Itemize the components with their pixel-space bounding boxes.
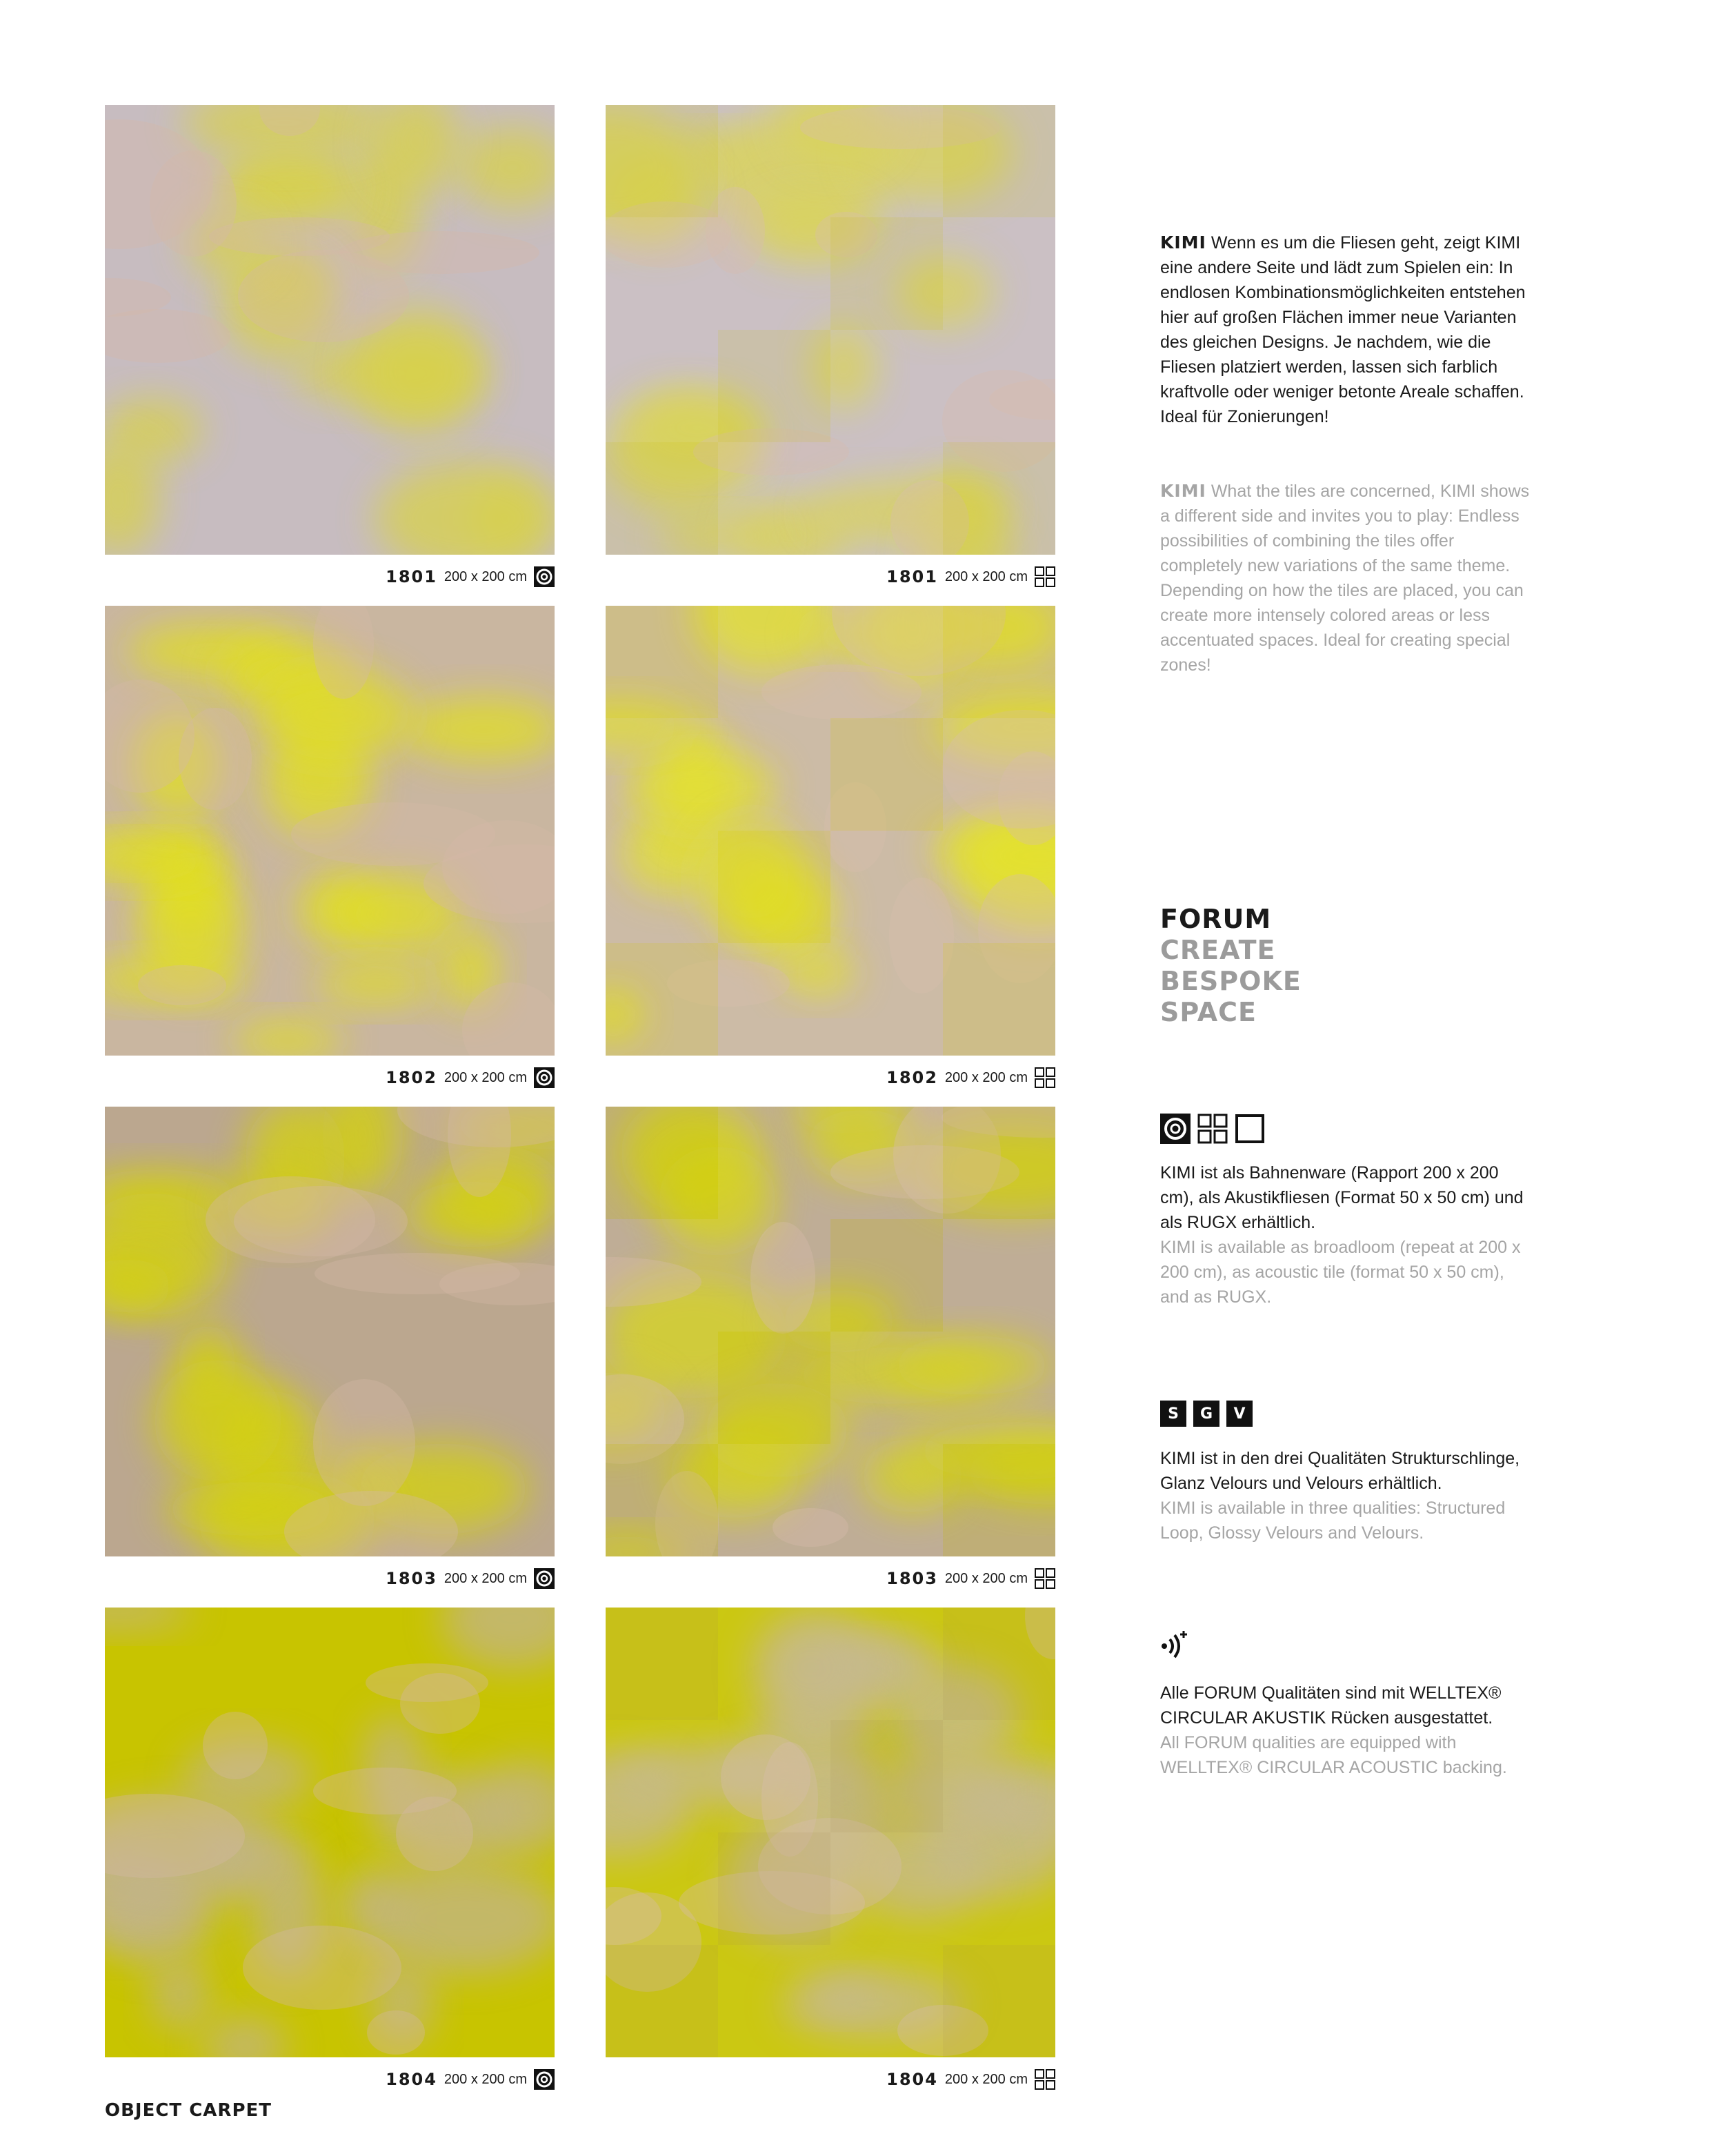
acoustic-text [1160, 1681, 1533, 1780]
tile-caption [606, 563, 1055, 591]
product-code: 1801 [886, 567, 938, 586]
product-code: 1801 [386, 567, 437, 586]
forum-line-1: FORUM [1160, 904, 1272, 934]
tile-grid-icon [1035, 1568, 1055, 1589]
product-size: 200 x 200 cm [444, 1570, 527, 1586]
intro-text-de [1160, 230, 1533, 429]
product-code: 1802 [386, 1068, 437, 1087]
product-size: 200 x 200 cm [444, 1069, 527, 1085]
acoustic-tile-icon [1197, 1114, 1228, 1144]
formats-text [1160, 1160, 1533, 1309]
intro-body-de: Wenn es um die Fliesen geht, zeigt KIMI eine andere Seite und lädt zum Spielen ein: In endlosen Kombinationsmöglichkeiten entstehen hier auf großen Flächen immer neue Varianten des gleichen Designs. Je nachdem, wie die Fliesen platziert werden, lassen sich farblich kraftvolle oder weniger betonte Areale schaffen. Ideal für Zonierungen! [1160, 233, 1526, 426]
tile-grid-icon [1035, 2069, 1055, 2090]
product-size: 200 x 200 cm [944, 1069, 1028, 1085]
acoustic-text-en: All FORUM qualities are equipped with WELLTEX® CIRCULAR ACOUSTIC backing. [1160, 1733, 1507, 1777]
tile-swatch-image [606, 105, 1055, 555]
forum-line-2: CREATE [1160, 935, 1276, 965]
product-size: 200 x 200 cm [944, 1570, 1028, 1586]
forum-headline [1160, 904, 1302, 1028]
intro-brand-en: KIMI [1160, 481, 1206, 501]
format-icons [1160, 1114, 1265, 1144]
broadloom-swatch-image [105, 1608, 555, 2057]
forum-line-3: BESPOKE [1160, 966, 1302, 996]
broadloom-caption [105, 563, 555, 591]
acoustic-sound-icon [1160, 1628, 1191, 1660]
formats-text-en: KIMI is available as broadloom (repeat at 200 x 200 cm), as acoustic tile (format 50 x 50 cm), and as RUGX. [1160, 1238, 1521, 1307]
broadloom-roll-icon [534, 2069, 555, 2090]
product-code: 1804 [386, 2070, 437, 2089]
tile-grid-icon [1035, 1067, 1055, 1088]
forum-line-4: SPACE [1160, 997, 1257, 1027]
product-code: 1802 [886, 1068, 938, 1087]
tile-swatch-image [606, 606, 1055, 1056]
tile-swatch-image [606, 1608, 1055, 2057]
rugx-square-icon [1235, 1114, 1265, 1144]
broadloom-roll-icon [1160, 1114, 1191, 1144]
qualities-text [1160, 1446, 1533, 1545]
product-code: 1803 [386, 1569, 437, 1588]
formats-text-de: KIMI ist als Bahnenware (Rapport 200 x 200 cm), als Akustikfliesen (Format 50 x 50 cm) und als RUGX erhältlich. [1160, 1163, 1524, 1232]
broadloom-caption [105, 2066, 555, 2093]
product-size: 200 x 200 cm [944, 568, 1028, 584]
tile-caption [606, 1565, 1055, 1592]
tile-grid-icon [1035, 566, 1055, 587]
broadloom-caption [105, 1565, 555, 1592]
broadloom-swatch-image [105, 606, 555, 1056]
tile-swatch-image [606, 1107, 1055, 1556]
intro-brand-de: KIMI [1160, 233, 1206, 253]
quality-badge-v: V [1226, 1401, 1253, 1427]
product-code: 1803 [886, 1569, 938, 1588]
intro-body-en: What the tiles are concerned, KIMI shows a different side and invites you to play: Endless possibilities of combining the tiles offer completely new variations of the same theme. Depending on how the tiles are placed, you can create more intensely colored areas or less accentuated spaces. Ideal for creating special zones! [1160, 482, 1530, 675]
footer-brand: OBJECT CARPET [105, 2100, 272, 2121]
product-size: 200 x 200 cm [444, 568, 527, 584]
product-code: 1804 [886, 2070, 938, 2089]
product-size: 200 x 200 cm [444, 2071, 527, 2087]
qualities-text-en: KIMI is available in three qualities: Structured Loop, Glossy Velours and Velours. [1160, 1499, 1506, 1543]
acoustic-text-de: Alle FORUM Qualitäten sind mit WELLTEX® CIRCULAR AKUSTIK Rücken ausgestattet. [1160, 1683, 1502, 1728]
broadloom-swatch-image [105, 1107, 555, 1556]
broadloom-roll-icon [534, 1067, 555, 1088]
intro-text-en [1160, 479, 1533, 678]
quality-badge-g: G [1193, 1401, 1219, 1427]
product-size: 200 x 200 cm [944, 2071, 1028, 2087]
broadloom-roll-icon [534, 566, 555, 587]
qualities-text-de: KIMI ist in den drei Qualitäten Strukturschlinge, Glanz Velours und Velours erhältlich. [1160, 1449, 1520, 1493]
quality-badges [1160, 1401, 1253, 1427]
broadloom-caption [105, 1064, 555, 1091]
broadloom-roll-icon [534, 1568, 555, 1589]
acoustic-row [1160, 1628, 1191, 1660]
quality-badge-s: S [1160, 1401, 1186, 1427]
tile-caption [606, 1064, 1055, 1091]
tile-caption [606, 2066, 1055, 2093]
broadloom-swatch-image [105, 105, 555, 555]
